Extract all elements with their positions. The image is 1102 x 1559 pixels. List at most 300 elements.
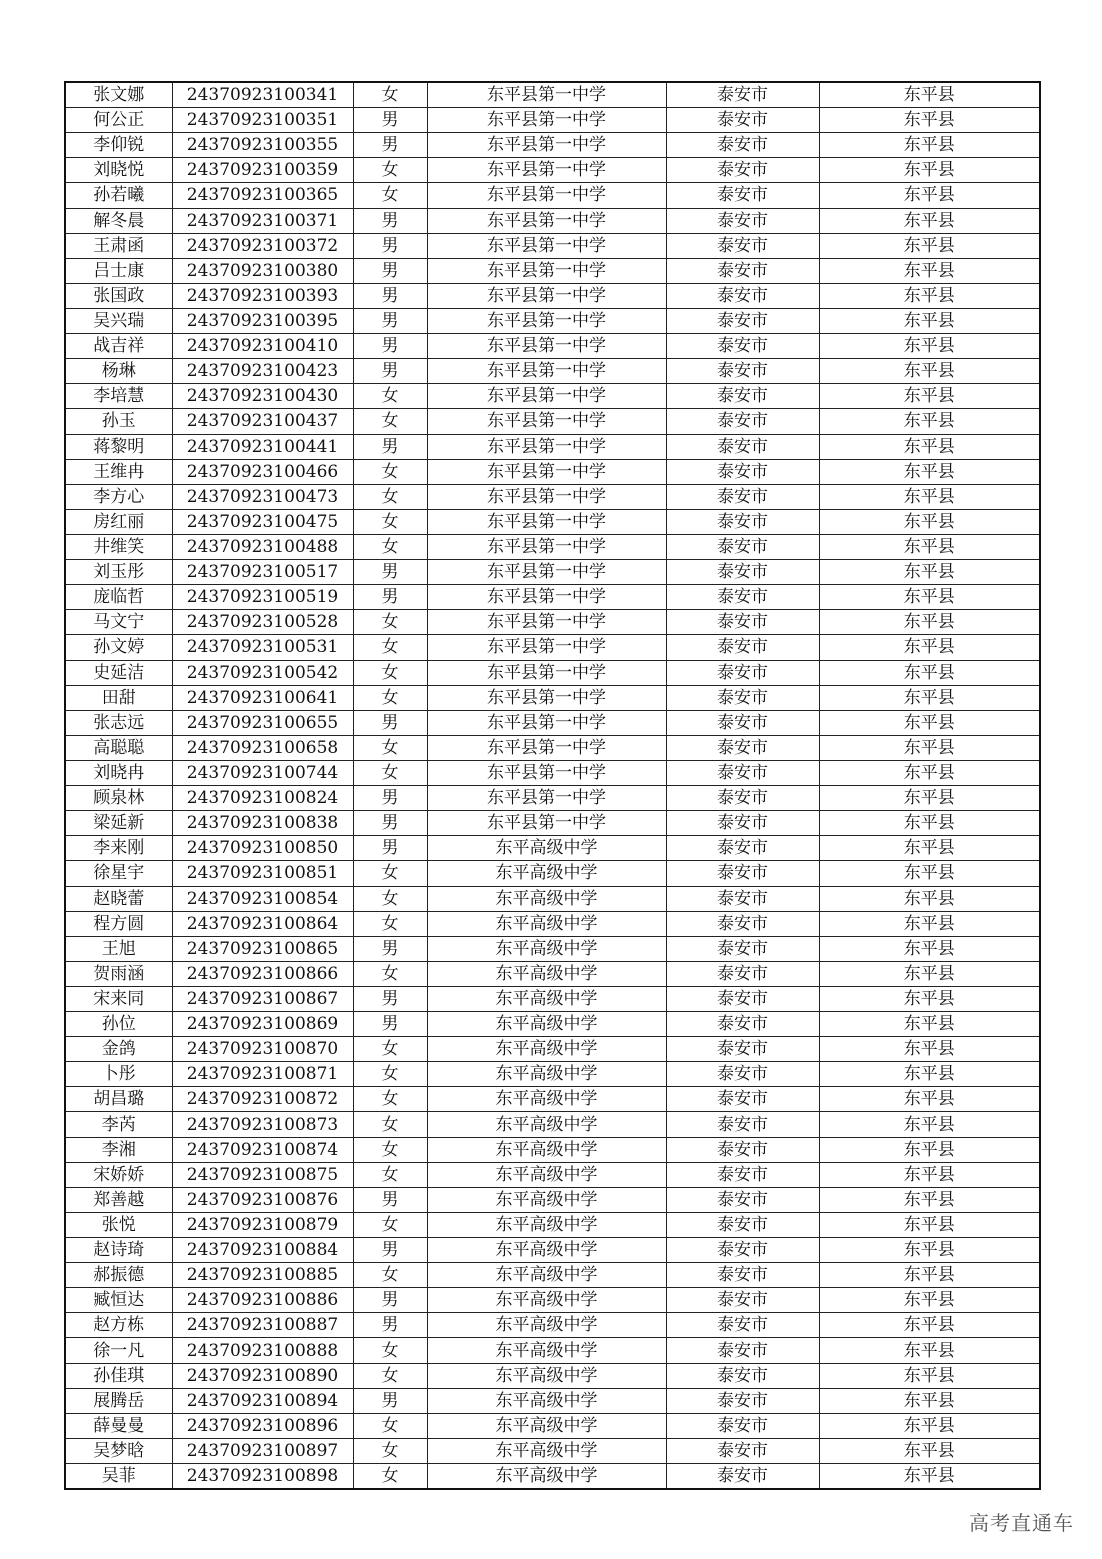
city-cell: 泰安市	[666, 1187, 819, 1212]
name-cell: 马文宁	[65, 610, 172, 635]
exam-number-cell: 24370923100517	[172, 560, 353, 585]
school-cell: 东平高级中学	[427, 986, 666, 1011]
gender-cell: 男	[353, 1288, 427, 1313]
school-cell: 东平高级中学	[427, 1037, 666, 1062]
gender-cell: 男	[353, 811, 427, 836]
name-cell: 郝振德	[65, 1263, 172, 1288]
gender-cell: 女	[353, 82, 427, 108]
county-cell: 东平县	[819, 1438, 1040, 1463]
city-cell: 泰安市	[666, 158, 819, 183]
exam-number-cell: 24370923100851	[172, 861, 353, 886]
gender-cell: 男	[353, 986, 427, 1011]
name-cell: 解冬晨	[65, 208, 172, 233]
exam-number-cell: 24370923100441	[172, 434, 353, 459]
city-cell: 泰安市	[666, 308, 819, 333]
table-row	[65, 1162, 1040, 1187]
city-cell: 泰安市	[666, 836, 819, 861]
exam-number-cell: 24370923100393	[172, 283, 353, 308]
county-cell: 东平县	[819, 786, 1040, 811]
city-cell: 泰安市	[666, 1112, 819, 1137]
table-row	[65, 1313, 1040, 1338]
school-cell: 东平高级中学	[427, 1438, 666, 1463]
exam-number-cell: 24370923100872	[172, 1087, 353, 1112]
gender-cell: 女	[353, 635, 427, 660]
name-cell: 高聪聪	[65, 735, 172, 760]
exam-number-cell: 24370923100437	[172, 409, 353, 434]
county-cell: 东平县	[819, 308, 1040, 333]
table-row	[65, 334, 1040, 359]
school-cell: 东平县第一中学	[427, 811, 666, 836]
city-cell: 泰安市	[666, 660, 819, 685]
school-cell: 东平县第一中学	[427, 786, 666, 811]
school-cell: 东平县第一中学	[427, 183, 666, 208]
school-cell: 东平县第一中学	[427, 258, 666, 283]
gender-cell: 女	[353, 1212, 427, 1237]
name-cell: 张文娜	[65, 82, 172, 108]
city-cell: 泰安市	[666, 1438, 819, 1463]
gender-cell: 男	[353, 308, 427, 333]
exam-number-cell: 24370923100879	[172, 1212, 353, 1237]
county-cell: 东平县	[819, 1137, 1040, 1162]
table-row	[65, 384, 1040, 409]
gender-cell: 男	[353, 1187, 427, 1212]
table-row	[65, 861, 1040, 886]
name-cell: 孙佳琪	[65, 1363, 172, 1388]
table-row	[65, 509, 1040, 534]
county-cell: 东平县	[819, 434, 1040, 459]
city-cell: 泰安市	[666, 359, 819, 384]
table-row	[65, 1212, 1040, 1237]
gender-cell: 男	[353, 1238, 427, 1263]
name-cell: 蒋黎明	[65, 434, 172, 459]
school-cell: 东平高级中学	[427, 1187, 666, 1212]
gender-cell: 男	[353, 208, 427, 233]
name-cell: 张国政	[65, 283, 172, 308]
exam-number-cell: 24370923100874	[172, 1137, 353, 1162]
gender-cell: 男	[353, 233, 427, 258]
table-row	[65, 961, 1040, 986]
table-row	[65, 710, 1040, 735]
name-cell: 李方心	[65, 484, 172, 509]
county-cell: 东平县	[819, 1012, 1040, 1037]
school-cell: 东平高级中学	[427, 911, 666, 936]
table-row	[65, 1288, 1040, 1313]
exam-number-cell: 24370923100473	[172, 484, 353, 509]
exam-number-cell: 24370923100886	[172, 1288, 353, 1313]
gender-cell: 女	[353, 1112, 427, 1137]
county-cell: 东平县	[819, 1464, 1040, 1490]
gender-cell: 男	[353, 836, 427, 861]
school-cell: 东平高级中学	[427, 861, 666, 886]
county-cell: 东平县	[819, 911, 1040, 936]
name-cell: 吴兴瑞	[65, 308, 172, 333]
county-cell: 东平县	[819, 183, 1040, 208]
exam-number-cell: 24370923100898	[172, 1464, 353, 1490]
school-cell: 东平县第一中学	[427, 334, 666, 359]
city-cell: 泰安市	[666, 1137, 819, 1162]
gender-cell: 女	[353, 1263, 427, 1288]
exam-number-cell: 24370923100380	[172, 258, 353, 283]
county-cell: 东平县	[819, 283, 1040, 308]
city-cell: 泰安市	[666, 986, 819, 1011]
table-row	[65, 936, 1040, 961]
table-row	[65, 534, 1040, 559]
watermark-text: 高考直通车	[969, 1511, 1074, 1535]
county-cell: 东平县	[819, 1288, 1040, 1313]
exam-number-cell: 24370923100890	[172, 1363, 353, 1388]
city-cell: 泰安市	[666, 635, 819, 660]
gender-cell: 男	[353, 108, 427, 133]
school-cell: 东平县第一中学	[427, 233, 666, 258]
exam-number-cell: 24370923100351	[172, 108, 353, 133]
school-cell: 东平县第一中学	[427, 534, 666, 559]
name-cell: 顾泉林	[65, 786, 172, 811]
table-row	[65, 133, 1040, 158]
city-cell: 泰安市	[666, 1464, 819, 1490]
city-cell: 泰安市	[666, 786, 819, 811]
exam-number-cell: 24370923100850	[172, 836, 353, 861]
table-row	[65, 760, 1040, 785]
table-row	[65, 1012, 1040, 1037]
gender-cell: 男	[353, 1388, 427, 1413]
exam-number-cell: 24370923100871	[172, 1062, 353, 1087]
name-cell: 赵方栋	[65, 1313, 172, 1338]
city-cell: 泰安市	[666, 861, 819, 886]
gender-cell: 女	[353, 911, 427, 936]
county-cell: 东平县	[819, 811, 1040, 836]
school-cell: 东平高级中学	[427, 1238, 666, 1263]
county-cell: 东平县	[819, 459, 1040, 484]
school-cell: 东平高级中学	[427, 1162, 666, 1187]
county-cell: 东平县	[819, 1187, 1040, 1212]
city-cell: 泰安市	[666, 82, 819, 108]
name-cell: 李芮	[65, 1112, 172, 1137]
city-cell: 泰安市	[666, 133, 819, 158]
exam-number-cell: 24370923100824	[172, 786, 353, 811]
school-cell: 东平县第一中学	[427, 710, 666, 735]
name-cell: 战吉祥	[65, 334, 172, 359]
table-row	[65, 283, 1040, 308]
table-row	[65, 359, 1040, 384]
county-cell: 东平县	[819, 258, 1040, 283]
county-cell: 东平县	[819, 1212, 1040, 1237]
county-cell: 东平县	[819, 660, 1040, 685]
exam-number-cell: 24370923100838	[172, 811, 353, 836]
city-cell: 泰安市	[666, 1388, 819, 1413]
county-cell: 东平县	[819, 961, 1040, 986]
city-cell: 泰安市	[666, 434, 819, 459]
gender-cell: 女	[353, 610, 427, 635]
school-cell: 东平县第一中学	[427, 308, 666, 333]
table-row	[65, 1338, 1040, 1363]
exam-number-cell: 24370923100395	[172, 308, 353, 333]
roster-body	[65, 82, 1040, 1489]
exam-number-cell: 24370923100870	[172, 1037, 353, 1062]
exam-number-cell: 24370923100641	[172, 685, 353, 710]
table-row	[65, 1438, 1040, 1463]
table-row	[65, 1062, 1040, 1087]
name-cell: 孙文婷	[65, 635, 172, 660]
exam-number-cell: 24370923100875	[172, 1162, 353, 1187]
name-cell: 展腾岳	[65, 1388, 172, 1413]
city-cell: 泰安市	[666, 1162, 819, 1187]
name-cell: 徐一凡	[65, 1338, 172, 1363]
gender-cell: 女	[353, 409, 427, 434]
exam-number-cell: 24370923100359	[172, 158, 353, 183]
table-row	[65, 1087, 1040, 1112]
city-cell: 泰安市	[666, 735, 819, 760]
name-cell: 房红丽	[65, 509, 172, 534]
school-cell: 东平高级中学	[427, 1137, 666, 1162]
city-cell: 泰安市	[666, 1212, 819, 1237]
city-cell: 泰安市	[666, 1087, 819, 1112]
city-cell: 泰安市	[666, 258, 819, 283]
gender-cell: 女	[353, 1363, 427, 1388]
gender-cell: 女	[353, 660, 427, 685]
city-cell: 泰安市	[666, 1037, 819, 1062]
city-cell: 泰安市	[666, 1263, 819, 1288]
name-cell: 卜彤	[65, 1062, 172, 1087]
table-row	[65, 1413, 1040, 1438]
city-cell: 泰安市	[666, 811, 819, 836]
city-cell: 泰安市	[666, 283, 819, 308]
table-row	[65, 233, 1040, 258]
gender-cell: 女	[353, 534, 427, 559]
city-cell: 泰安市	[666, 409, 819, 434]
city-cell: 泰安市	[666, 534, 819, 559]
gender-cell: 男	[353, 334, 427, 359]
school-cell: 东平县第一中学	[427, 509, 666, 534]
city-cell: 泰安市	[666, 911, 819, 936]
name-cell: 李仰锐	[65, 133, 172, 158]
exam-number-cell: 24370923100869	[172, 1012, 353, 1037]
school-cell: 东平高级中学	[427, 961, 666, 986]
gender-cell: 女	[353, 1087, 427, 1112]
exam-number-cell: 24370923100475	[172, 509, 353, 534]
exam-number-cell: 24370923100341	[172, 82, 353, 108]
county-cell: 东平县	[819, 710, 1040, 735]
county-cell: 东平县	[819, 760, 1040, 785]
exam-number-cell: 24370923100488	[172, 534, 353, 559]
school-cell: 东平县第一中学	[427, 660, 666, 685]
table-row	[65, 1137, 1040, 1162]
name-cell: 吴梦晗	[65, 1438, 172, 1463]
name-cell: 贺雨涵	[65, 961, 172, 986]
exam-number-cell: 24370923100864	[172, 911, 353, 936]
city-cell: 泰安市	[666, 1313, 819, 1338]
school-cell: 东平县第一中学	[427, 735, 666, 760]
school-cell: 东平高级中学	[427, 836, 666, 861]
gender-cell: 女	[353, 961, 427, 986]
city-cell: 泰安市	[666, 560, 819, 585]
table-row	[65, 635, 1040, 660]
table-row	[65, 158, 1040, 183]
name-cell: 金鸽	[65, 1037, 172, 1062]
school-cell: 东平高级中学	[427, 1288, 666, 1313]
county-cell: 东平县	[819, 82, 1040, 108]
gender-cell: 女	[353, 509, 427, 534]
city-cell: 泰安市	[666, 384, 819, 409]
school-cell: 东平高级中学	[427, 1388, 666, 1413]
gender-cell: 男	[353, 710, 427, 735]
table-row	[65, 811, 1040, 836]
county-cell: 东平县	[819, 886, 1040, 911]
gender-cell: 女	[353, 459, 427, 484]
school-cell: 东平高级中学	[427, 886, 666, 911]
school-cell: 东平县第一中学	[427, 283, 666, 308]
name-cell: 郑善越	[65, 1187, 172, 1212]
table-row	[65, 258, 1040, 283]
school-cell: 东平高级中学	[427, 1062, 666, 1087]
city-cell: 泰安市	[666, 1238, 819, 1263]
name-cell: 胡昌璐	[65, 1087, 172, 1112]
table-row	[65, 886, 1040, 911]
gender-cell: 女	[353, 1413, 427, 1438]
gender-cell: 男	[353, 786, 427, 811]
table-row	[65, 735, 1040, 760]
exam-number-cell: 24370923100531	[172, 635, 353, 660]
school-cell: 东平高级中学	[427, 1313, 666, 1338]
table-row	[65, 82, 1040, 108]
gender-cell: 女	[353, 158, 427, 183]
county-cell: 东平县	[819, 1413, 1040, 1438]
exam-number-cell: 24370923100887	[172, 1313, 353, 1338]
gender-cell: 女	[353, 760, 427, 785]
name-cell: 李培慧	[65, 384, 172, 409]
gender-cell: 女	[353, 685, 427, 710]
exam-number-cell: 24370923100542	[172, 660, 353, 685]
city-cell: 泰安市	[666, 334, 819, 359]
county-cell: 东平县	[819, 158, 1040, 183]
county-cell: 东平县	[819, 534, 1040, 559]
gender-cell: 女	[353, 183, 427, 208]
city-cell: 泰安市	[666, 886, 819, 911]
name-cell: 吴菲	[65, 1464, 172, 1490]
table-row	[65, 1263, 1040, 1288]
exam-number-cell: 24370923100410	[172, 334, 353, 359]
gender-cell: 男	[353, 585, 427, 610]
city-cell: 泰安市	[666, 1363, 819, 1388]
table-row	[65, 560, 1040, 585]
school-cell: 东平县第一中学	[427, 409, 666, 434]
school-cell: 东平县第一中学	[427, 158, 666, 183]
school-cell: 东平县第一中学	[427, 384, 666, 409]
gender-cell: 女	[353, 735, 427, 760]
exam-number-cell: 24370923100655	[172, 710, 353, 735]
table-row	[65, 1464, 1040, 1490]
gender-cell: 女	[353, 1062, 427, 1087]
school-cell: 东平高级中学	[427, 1338, 666, 1363]
school-cell: 东平县第一中学	[427, 760, 666, 785]
exam-number-cell: 24370923100528	[172, 610, 353, 635]
name-cell: 赵晓蕾	[65, 886, 172, 911]
table-row	[65, 685, 1040, 710]
table-row	[65, 459, 1040, 484]
city-cell: 泰安市	[666, 1338, 819, 1363]
exam-number-cell: 24370923100876	[172, 1187, 353, 1212]
table-row	[65, 308, 1040, 333]
gender-cell: 女	[353, 384, 427, 409]
school-cell: 东平高级中学	[427, 936, 666, 961]
city-cell: 泰安市	[666, 1062, 819, 1087]
name-cell: 李来刚	[65, 836, 172, 861]
county-cell: 东平县	[819, 1162, 1040, 1187]
school-cell: 东平高级中学	[427, 1263, 666, 1288]
county-cell: 东平县	[819, 836, 1040, 861]
gender-cell: 男	[353, 133, 427, 158]
exam-number-cell: 24370923100865	[172, 936, 353, 961]
gender-cell: 男	[353, 1012, 427, 1037]
table-row	[65, 208, 1040, 233]
gender-cell: 男	[353, 283, 427, 308]
name-cell: 刘玉彤	[65, 560, 172, 585]
exam-number-cell: 24370923100423	[172, 359, 353, 384]
exam-number-cell: 24370923100896	[172, 1413, 353, 1438]
table-row	[65, 1363, 1040, 1388]
city-cell: 泰安市	[666, 685, 819, 710]
county-cell: 东平县	[819, 610, 1040, 635]
county-cell: 东平县	[819, 384, 1040, 409]
name-cell: 李湘	[65, 1137, 172, 1162]
school-cell: 东平县第一中学	[427, 685, 666, 710]
exam-number-cell: 24370923100884	[172, 1238, 353, 1263]
table-row	[65, 786, 1040, 811]
county-cell: 东平县	[819, 409, 1040, 434]
table-row	[65, 585, 1040, 610]
county-cell: 东平县	[819, 861, 1040, 886]
name-cell: 徐星宇	[65, 861, 172, 886]
city-cell: 泰安市	[666, 710, 819, 735]
name-cell: 王维冉	[65, 459, 172, 484]
county-cell: 东平县	[819, 359, 1040, 384]
gender-cell: 男	[353, 434, 427, 459]
exam-number-cell: 24370923100897	[172, 1438, 353, 1463]
county-cell: 东平县	[819, 1388, 1040, 1413]
school-cell: 东平县第一中学	[427, 359, 666, 384]
county-cell: 东平县	[819, 1313, 1040, 1338]
county-cell: 东平县	[819, 560, 1040, 585]
name-cell: 吕士康	[65, 258, 172, 283]
city-cell: 泰安市	[666, 1288, 819, 1313]
school-cell: 东平县第一中学	[427, 459, 666, 484]
exam-number-cell: 24370923100466	[172, 459, 353, 484]
name-cell: 孙玉	[65, 409, 172, 434]
gender-cell: 女	[353, 484, 427, 509]
table-row	[65, 1187, 1040, 1212]
table-row	[65, 1238, 1040, 1263]
school-cell: 东平县第一中学	[427, 610, 666, 635]
name-cell: 刘晓悦	[65, 158, 172, 183]
exam-number-cell: 24370923100365	[172, 183, 353, 208]
exam-number-cell: 24370923100355	[172, 133, 353, 158]
table-row	[65, 836, 1040, 861]
table-row	[65, 183, 1040, 208]
name-cell: 梁延新	[65, 811, 172, 836]
city-cell: 泰安市	[666, 936, 819, 961]
school-cell: 东平高级中学	[427, 1212, 666, 1237]
name-cell: 赵诗琦	[65, 1238, 172, 1263]
exam-number-cell: 24370923100866	[172, 961, 353, 986]
exam-number-cell: 24370923100372	[172, 233, 353, 258]
name-cell: 程方圆	[65, 911, 172, 936]
city-cell: 泰安市	[666, 459, 819, 484]
county-cell: 东平县	[819, 334, 1040, 359]
gender-cell: 女	[353, 1037, 427, 1062]
county-cell: 东平县	[819, 509, 1040, 534]
city-cell: 泰安市	[666, 183, 819, 208]
gender-cell: 女	[353, 1162, 427, 1187]
school-cell: 东平县第一中学	[427, 635, 666, 660]
